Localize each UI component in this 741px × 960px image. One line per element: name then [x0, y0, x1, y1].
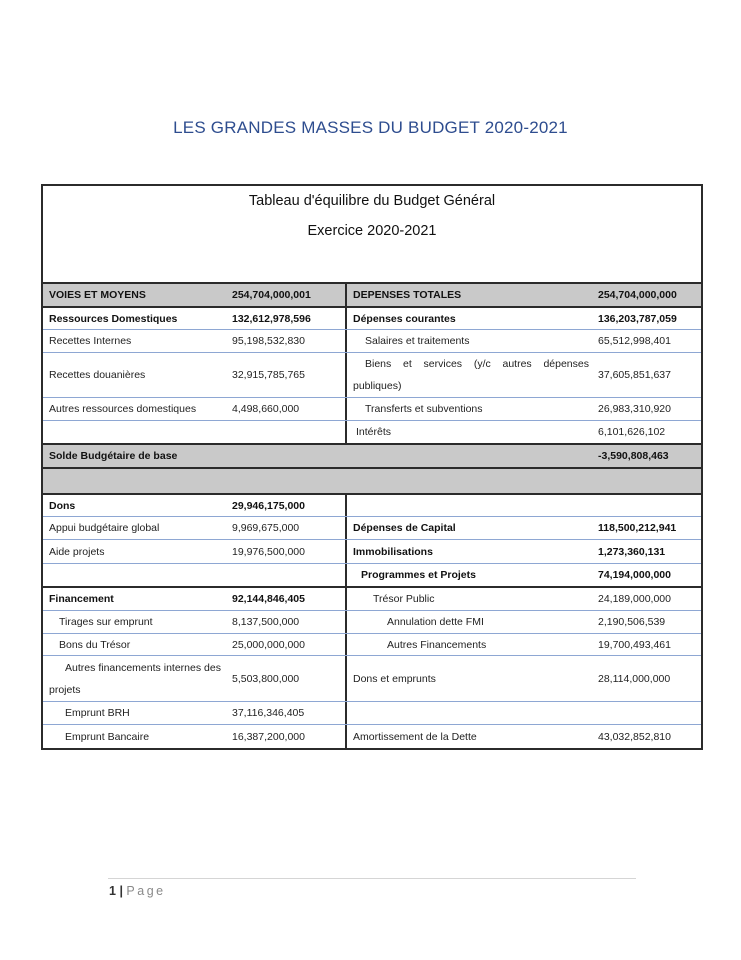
cell: 74,194,000,000	[598, 569, 671, 581]
cell	[49, 421, 225, 443]
column-divider	[345, 656, 347, 701]
cell: 28,114,000,000	[598, 672, 671, 685]
cell: Annulation dette FMI	[387, 616, 484, 628]
cell: Dons et emprunts	[353, 672, 436, 685]
cell: Transferts et subventions	[365, 403, 483, 415]
cell	[598, 495, 698, 516]
table-row	[43, 330, 701, 353]
table-row	[43, 588, 701, 611]
column-divider	[345, 421, 347, 443]
cell: Aide projets	[49, 545, 105, 558]
page-title: LES GRANDES MASSES DU BUDGET 2020-2021	[173, 118, 568, 137]
cell: 37,116,346,405	[232, 707, 305, 719]
cell: 32,915,785,765	[232, 369, 305, 381]
cell: Intérêts	[356, 426, 392, 438]
column-divider	[345, 308, 347, 329]
cell: Programmes et Projets	[361, 569, 476, 581]
table-row	[43, 495, 701, 517]
table-row	[43, 421, 701, 445]
column-divider	[345, 495, 347, 516]
cell: Dépenses de Capital	[353, 522, 456, 534]
cell: Biens et services (y/c autres dépenses publiques)	[353, 358, 589, 392]
cell: 254,704,000,001	[232, 289, 311, 301]
cell: 132,612,978,596	[232, 312, 311, 325]
table-row	[43, 469, 701, 495]
cell	[353, 495, 601, 516]
cell: -3,590,808,463	[598, 450, 669, 462]
cell: DEPENSES TOTALES	[353, 289, 462, 301]
cell: VOIES ET MOYENS	[49, 289, 146, 301]
table-row	[43, 445, 701, 469]
cell: Recettes Internes	[49, 335, 132, 347]
table-header	[43, 186, 701, 284]
cell: Financement	[49, 593, 114, 605]
page-separator: |	[119, 884, 123, 898]
cell	[232, 421, 344, 443]
cell: 26,983,310,920	[598, 403, 671, 415]
page-number: 1	[109, 884, 116, 898]
cell: Immobilisations	[353, 545, 433, 558]
column-divider	[345, 702, 347, 724]
cell: Ressources Domestiques	[49, 312, 178, 325]
cell: Autres ressources domestiques	[49, 403, 197, 415]
cell: Dons	[49, 499, 76, 512]
cell: 29,946,175,000	[232, 499, 305, 512]
cell: 136,203,787,059	[598, 312, 677, 325]
cell: 6,101,626,102	[598, 426, 666, 438]
table-row	[43, 656, 701, 702]
cell: 19,700,493,461	[598, 638, 671, 651]
column-divider	[345, 330, 347, 352]
cell: Recettes douanières	[49, 369, 146, 381]
cell: Autres financements internes des projets	[49, 661, 221, 696]
cell: Emprunt BRH	[65, 707, 130, 719]
cell: Dépenses courantes	[353, 312, 456, 325]
cell: 43,032,852,810	[598, 730, 671, 743]
table-row	[43, 540, 701, 564]
column-divider	[345, 353, 347, 397]
cell: 65,512,998,401	[598, 335, 671, 347]
column-divider	[345, 725, 347, 748]
column-divider	[345, 398, 347, 420]
cell	[49, 564, 225, 586]
cell: 1,273,360,131	[598, 545, 666, 558]
table-row	[43, 308, 701, 330]
cell: Tirages sur emprunt	[59, 616, 153, 628]
cell: Bons du Trésor	[59, 638, 131, 651]
table-row	[43, 398, 701, 421]
column-divider	[345, 284, 347, 306]
cell: Trésor Public	[373, 593, 435, 605]
cell: 8,137,500,000	[232, 616, 300, 628]
cell: 2,190,506,539	[598, 616, 666, 628]
cell	[232, 564, 344, 586]
table-row	[43, 611, 701, 634]
cell	[598, 702, 698, 724]
column-divider	[345, 540, 347, 563]
cell: 24,189,000,000	[598, 593, 671, 605]
page-label: Page	[126, 884, 166, 898]
table-subtitle: Exercice 2020-2021	[307, 223, 437, 239]
column-divider	[345, 611, 347, 633]
table-row	[43, 725, 701, 748]
column-divider	[345, 588, 347, 610]
cell: 95,198,532,830	[232, 335, 305, 347]
cell: Autres Financements	[387, 638, 487, 651]
table-row	[43, 517, 701, 540]
cell: 4,498,660,000	[232, 403, 300, 415]
cell: 254,704,000,000	[598, 289, 677, 301]
cell: Emprunt Bancaire	[65, 730, 150, 743]
cell	[353, 702, 601, 724]
cell: Appui budgétaire global	[49, 522, 160, 534]
table-row	[43, 634, 701, 656]
cell: 25,000,000,000	[232, 638, 305, 651]
cell: Amortissement de la Dette	[353, 730, 477, 743]
table-row	[43, 284, 701, 308]
table-title: Tableau d'équilibre du Budget Général	[248, 193, 496, 209]
cell: 92,144,846,405	[232, 593, 305, 605]
cell: 5,503,800,000	[232, 672, 300, 685]
cell: 37,605,851,637	[598, 369, 671, 381]
column-divider	[345, 634, 347, 655]
table-row	[43, 353, 701, 398]
cell: 118,500,212,941	[598, 522, 677, 534]
table-row	[43, 702, 701, 725]
column-divider	[345, 517, 347, 539]
budget-table	[41, 184, 703, 750]
cell: 9,969,675,000	[232, 522, 300, 534]
page-footer	[109, 884, 166, 898]
cell: 16,387,200,000	[232, 730, 305, 743]
column-divider	[345, 564, 347, 586]
footer-rule	[108, 878, 636, 879]
table-row	[43, 564, 701, 588]
cell: 19,976,500,000	[232, 545, 305, 558]
cell: Salaires et traitements	[365, 335, 470, 347]
cell: Solde Budgétaire de base	[49, 450, 178, 462]
